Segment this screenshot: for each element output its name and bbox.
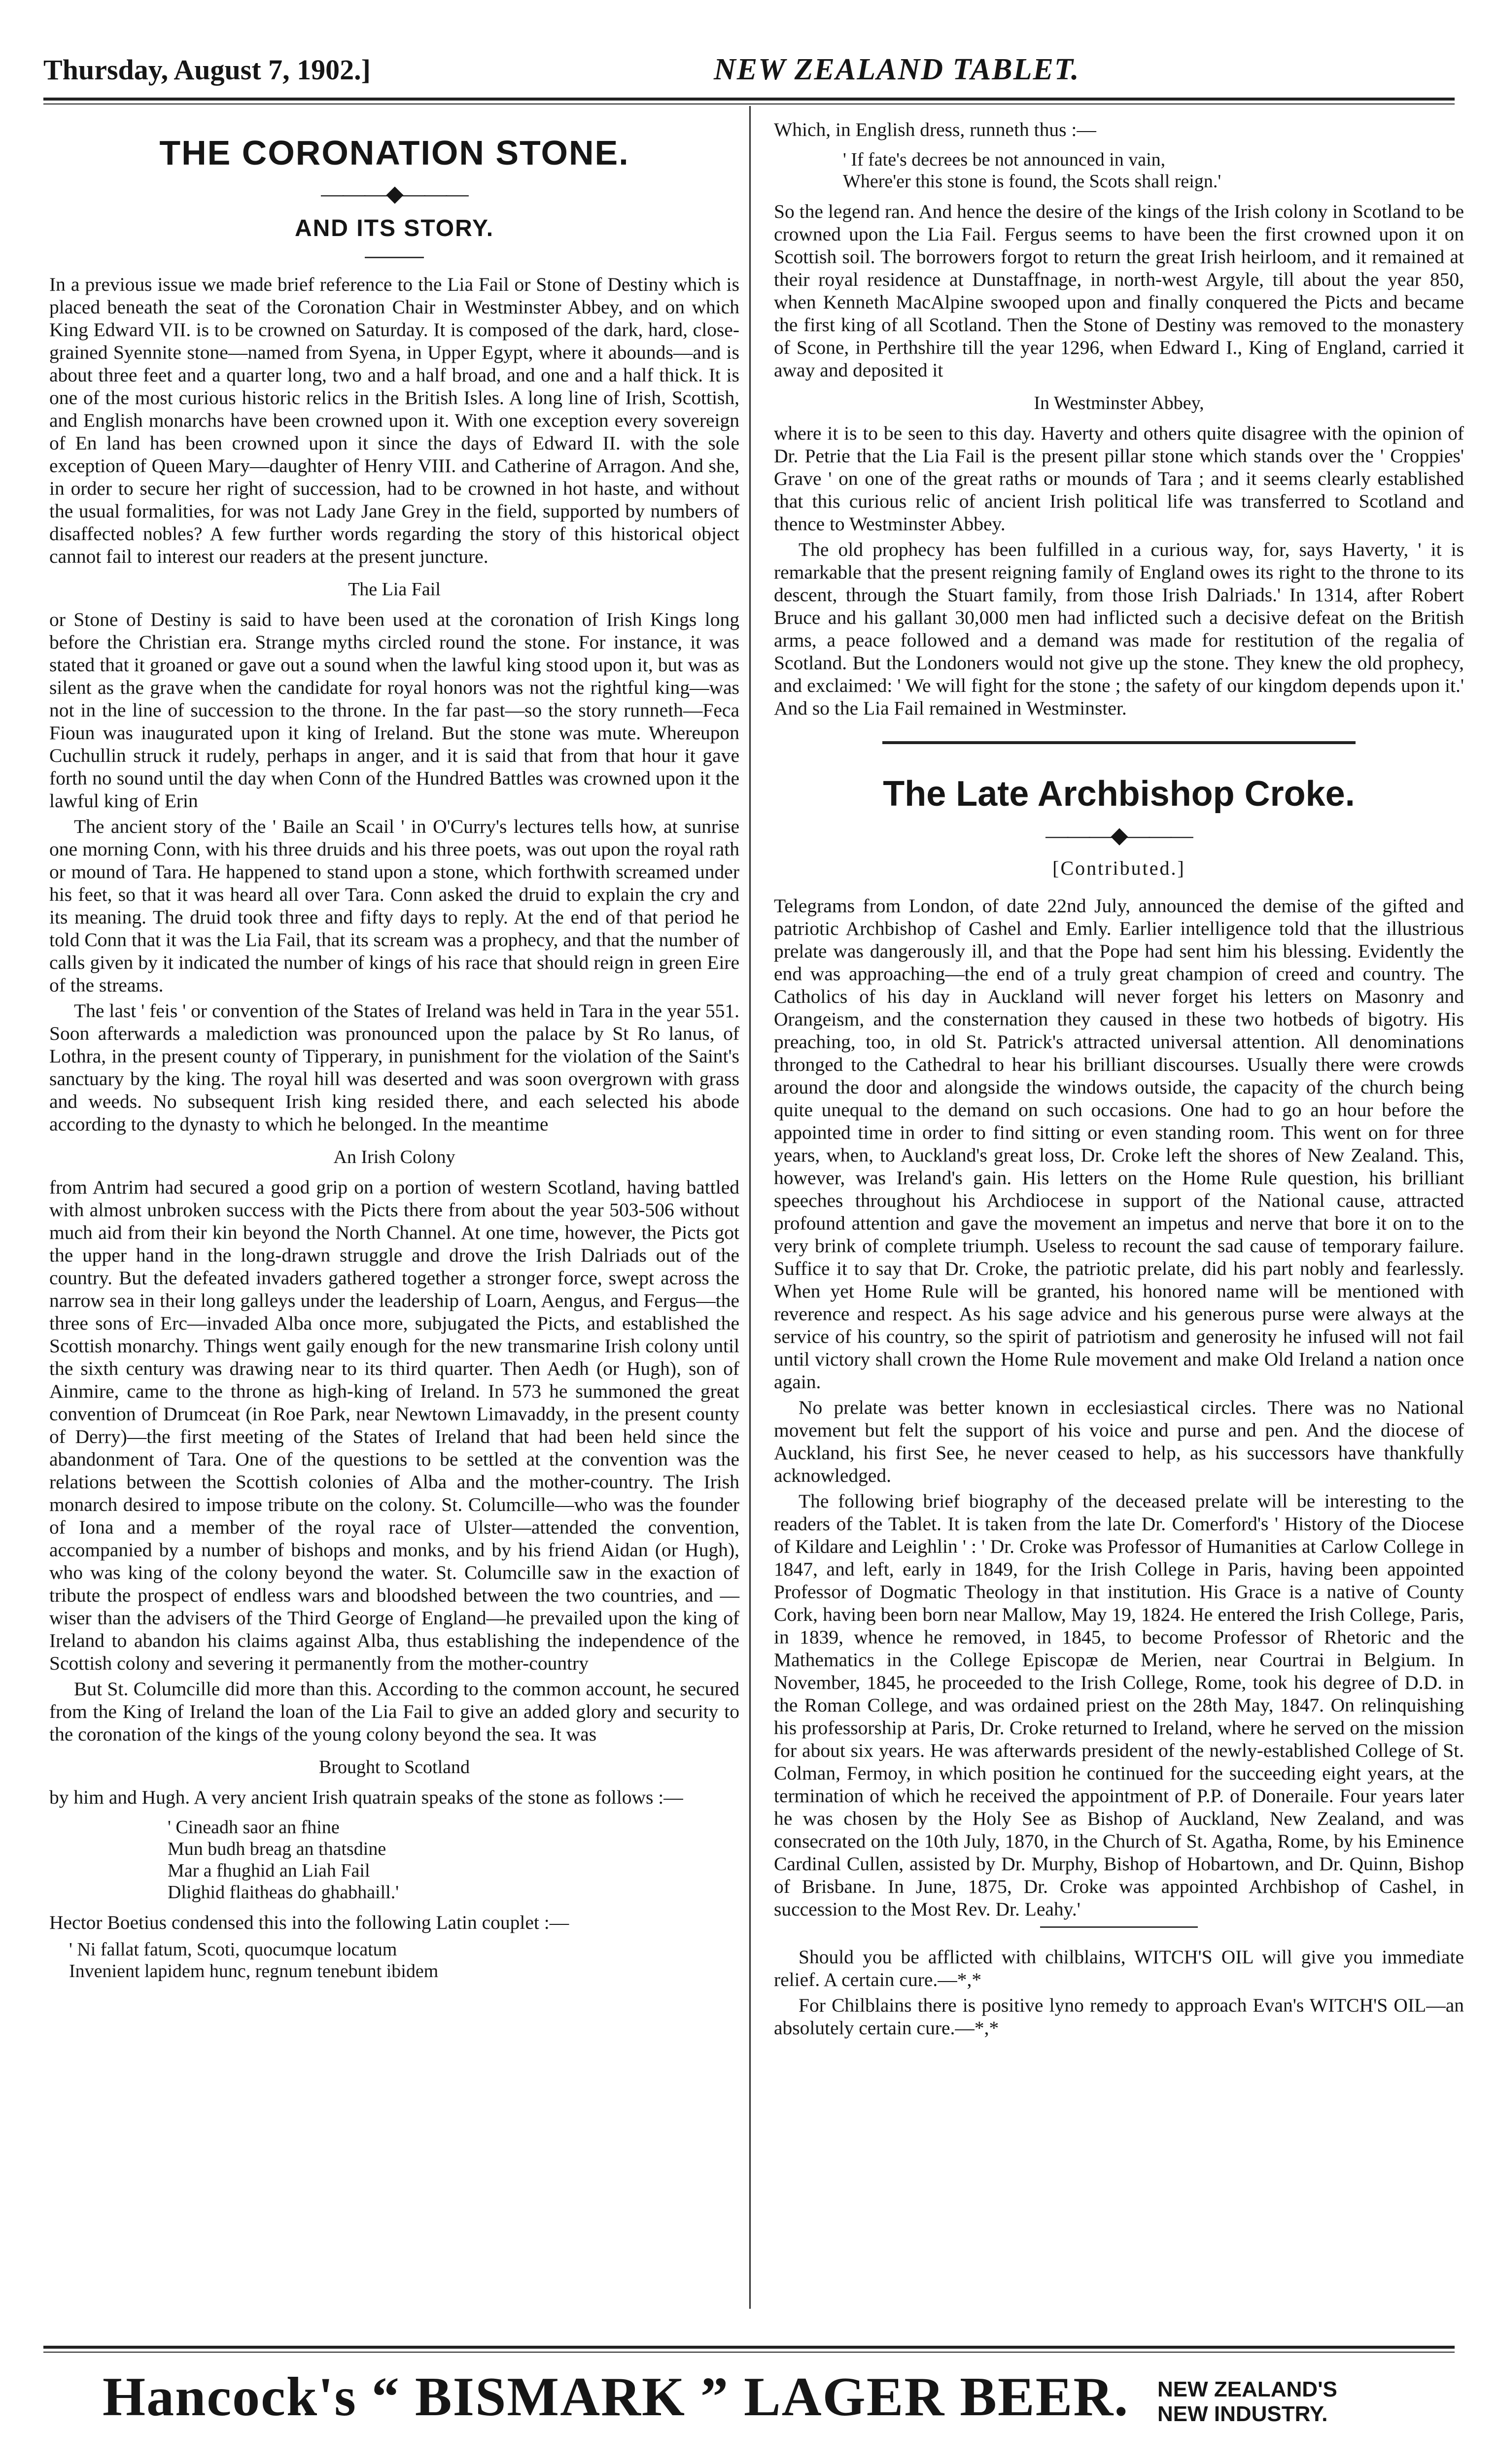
article-separator	[882, 741, 1356, 744]
title-ornament: ———◆———	[1045, 822, 1192, 848]
verse-line: Mar a fhughid an Liah Fail	[168, 1860, 370, 1881]
article-title-croke: The Late Archbishop Croke.	[883, 774, 1355, 814]
advert-headline: Hancock's “ BISMARK ” LAGER BEER.	[103, 2366, 1129, 2428]
article-title-coronation: THE CORONATION STONE.	[159, 134, 629, 172]
header-rule	[43, 98, 1455, 101]
left-column	[49, 118, 739, 1987]
verse-line: Invenient lapidem hunc, regnum tenebunt ibidem	[69, 1961, 439, 1982]
paragraph: The old prophecy has been fulfilled in a curious way, for, says Haverty, ' it is remarkable that the present reigning family of England owes its right to the throne to its descent, through the Stuart family, from those Irish Dalriads.' In 1314, after Robert Bruce and his gallant 30,000 men had inflicted such a decisive defeat on the British arms, a peace followed and a demand was made for restitution of the regalia of Scotland. But the Londoners would not give up the stone. They knew the old prophecy, and exclaimed: ' We will fight for the stone ; the safety of our kingdom depends upon it.' And so the Lia Fail remained in Westminster.	[774, 539, 1464, 719]
verse-line: ' Cineadh saor an fhine	[168, 1817, 340, 1838]
paragraph: Which, in English dress, runneth thus :—	[774, 119, 1096, 140]
paragraph: So the legend ran. And hence the desire of the kings of the Irish colony in Scotland to be crowned upon the Lia Fail. Fergus seems to have been the first crowned upon it on Scottish soil. The borrowers forgot to return the great Irish heirloom, and it remained at their royal residence at Dunstaffnage, in north-west Argyle, till about the year 850, when Kenneth MacAlpine swooped upon and finally conquered the Picts and became the first king of all Scotland. Then the Stone of Destiny was removed to the monastery of Scone, in Perthshire till the year 1296, when Edward I., King of England, carried it away and deposited it	[774, 201, 1464, 381]
paragraph: The following brief biography of the deceased prelate will be interesting to the readers of the Tablet. It is taken from the late Dr. Comerford's ' History of the Diocese of Kildare and Leighlin ' : ' Dr. Croke was Professor of Humanities at Carlow College in 1847, and left, early in 1849, for the Irish College in Paris, having been appointed Professor of Dogmatic Theology in that institution. His Grace is a native of County Cork, having been born near Mallow, May 19, 1824. He entered the Irish College, Paris, in 1839, whence he removed, in 1845, to become Professor of Rhetoric and the Mathematics in the College Episcopæ de Merien, near Courtrai in Belgium. In November, 1845, he proceeded to the Irish College, Rome, took his degree of D.D. in the Roman College, and was ordained priest on the 28th May, 1847. On relinquishing his professorship at Paris, Dr. Croke returned to Ireland, where he served on the mission for about six years. He was afterwards president of the newly-established College of St. Colman, Fermoy, in which position he continued for the succeeding eight years, at the termination of which he received the appointment of P.P. of Doneraile. Four years later he was chosen by the Holy See as Bishop of Auckland, New Zealand, and was consecrated on the 10th July, 1870, in the Church of St. Agatha, Rome, by his Eminence Cardinal Cullen, assisted by Dr. Murphy, Bishop of Hobartown, and Dr. Quinn, Bishop of Brisbane. In June, 1875, Dr. Croke was appointed Archbishop of Cashel, in succession to the Most Rev. Dr. Leahy.'	[774, 1490, 1464, 1920]
verse-line: Dlighid flaitheas do ghabhaill.'	[168, 1882, 399, 1903]
issue-date: Thursday, August 7, 1902.]	[43, 54, 371, 86]
masthead: NEW ZEALAND TABLET.	[714, 53, 1080, 86]
paragraph: Telegrams from London, of date 22nd July, announced the demise of the gifted and patriotic Archbishop of Cashel and Emly. Earlier intelligence told that the illustrious prelate was dangerously ill, and that the Pope had sent him his blessing. Evidently the end was approaching—the end of a truly great champion of creed and country. The Catholics of his day in Auckland will never forget his letters on Masonry and Orangeism, and the consternation they caused in these two hotbeds of bigotry. His preaching, too, in old St. Patrick's attracted universal attention. All denominations thronged to the Cathedral to hear his brilliant discourses. Usually there were crowds around the door and alongside the windows outside, the capacity of the church being quite unequal to the demand on such occasions. One had to go an hour before the appointed time in order to find sitting or even standing room. This went on for three years, when, to Auckland's great loss, Dr. Croke left the shores of New Zealand. This, however, was Ireland's gain. His letters on the Home Rule question, his brilliant speeches throughout his Archdiocese in support of the National cause, attracted profound attention and gave the movement an impetus and nerve that bore it on to the very brink of complete triumph. Useless to recount the sad cause of temporary failure. Suffice it to say that Dr. Croke, the patriotic prelate, did his part nobly and fearlessly. When yet Home Rule will be granted, his honored name will be mentioned with reverence and respect. As his sage advice and his generous purse were always at the service of his country, so the spirit of patriotism and generosity he infused will not fail until victory shall crown the Home Rule movement and make Old Ireland a nation once again.	[774, 895, 1464, 1393]
subhead-brought-to-scotland: Brought to Scotland	[318, 1757, 470, 1778]
page-header	[43, 34, 1455, 103]
paragraph: Hector Boetius condensed this into the following Latin couplet :—	[49, 1912, 569, 1933]
subhead-lia-fail: The Lia Fail	[348, 579, 441, 600]
verse-line: ' If fate's decrees be not announced in vain,	[843, 149, 1166, 170]
paragraph: where it is to be seen to this day. Haverty and others quite disagree with the opinion of Dr. Petrie that the Lia Fail is the present pillar stone which stands over the ' Croppies' Grave ' on one of the great raths or mounds of Tara ; and it seems clearly established that this curious relic of ancient Irish political life was transferred to Scotland and thence to Westminster Abbey.	[774, 422, 1464, 535]
paragraph-intro: In a previous issue we made brief reference to the Lia Fail or Stone of Destiny which is placed beneath the seat of the Coronation Chair in Westminster Abbey, and on which King Edward VII. is to be crowned on Saturday. It is composed of the dark, hard, close-grained Syennite stone—named from Syena, in Upper Egypt, where it abounds—and is about three feet and a quarter long, two and a half broad, and one and a half thick. It is one of the most curious historic relics in the British Isles. A long line of Irish, Scottish, and English monarchs have been crowned upon it. With one exception every sovereign of En land has been crowned upon it since the days of Edward II. with the sole exception of Queen Mary—daughter of Henry VIII. and Catherine of Arragon. And she, in order to secure her right of succession, had to be crowned in hot haste, and without the usual formalities, for was not Lady Jane Grey in the field, supported by numbers of disaffected nobles? A few further words regarding the story of this historical object cannot fail to interest our readers at the present juncture.	[49, 274, 739, 567]
advert-side-line: NEW INDUSTRY.	[1157, 2402, 1328, 2426]
advert-rule-thin	[43, 2352, 1455, 2353]
paragraph: by him and Hugh. A very ancient Irish quatrain speaks of the stone as follows :—	[49, 1786, 683, 1808]
paragraph: The ancient story of the ' Baile an Scail ' in O'Curry's lectures tells how, at sunrise one morning Conn, with his three druids and his three poets, was out upon the royal rath or mound of Tara. He happened to stand upon a stone, which forthwith screamed under his feet, so that it was heard all over Tara. Conn asked the druid to explain the cry and its meaning. The druid took three and fifty days to reply. At the end of that period he told Conn that it was the Lia Fail, that its scream was a prophecy, and that the number of calls given by it indicated the number of kings of his race that should reign in green Eire of the streams.	[49, 816, 739, 996]
title-ornament: ———◆———	[321, 181, 468, 206]
notice-witchs-oil: For Chilblains there is positive lyno remedy to approach Evan's WITCH'S OIL—an absolutely certain cure.—*,*	[774, 1994, 1464, 2039]
article-subtitle: AND ITS STORY.	[294, 215, 494, 241]
column-divider	[749, 106, 751, 2309]
contributed-label: [Contributed.]	[1052, 857, 1185, 879]
subhead-irish-colony: An Irish Colony	[333, 1147, 455, 1167]
advertisement-banner	[43, 2346, 1455, 2434]
latin-couplet	[69, 1939, 739, 1982]
paragraph: The last ' feis ' or convention of the States of Ireland was held in Tara in the year 551. Soon afterwards a malediction was pronounced upon the palace by St Ro lanus, of Lothra, in the present county of Tipperary, in punishment for the violation of the Saint's sanctuary by the king. The royal hill was deserted and was soon overgrown with grass and weeds. No subsequent Irish king resided there, and each selected his abode according to the dynasty to which he belonged. In the meantime	[49, 1000, 739, 1135]
english-verse	[843, 149, 1464, 192]
verse-line: Where'er this stone is found, the Scots shall reign.'	[843, 171, 1221, 192]
verse-line: ' Ni fallat fatum, Scoti, quocumque locatum	[69, 1939, 397, 1960]
short-rule	[365, 257, 424, 258]
advert-side-text	[1157, 2377, 1337, 2427]
paragraph: from Antrim had secured a good grip on a portion of western Scotland, having battled with almost unbroken success with the Picts there from about the year 503-506 without much aid from their kin beyond the North Channel. At one time, however, the Picts got the upper hand in the long-drawn struggle and drove the Irish Dalriads out of the country. But the defeated invaders gathered together a stronger force, swept across the narrow sea in their long galleys under the leadership of Loarn, Aengus, and Fergus—the three sons of Erc—invaded Alba once more, subjugated the Picts, and established the Scottish monarchy. Things went gaily enough for the new transmarine Irish colony until the sixth century was drawing near to its third quarter. Then Aedh (or Hugh), son of Ainmire, came to the throne as high-king of Ireland. In 573 he summoned the great convention of Drumceat (in Roe Park, near Newtown Limavaddy, in the present county of Derry)—the first meeting of the States of Ireland that had been held since the abandonment of Tara. One of the questions to be settled at the convention was the relations between the Scottish colonies of Alba and the mother-country. The Irish monarch desired to impose tribute on the colony. St. Columcille—who was the founder of Iona and a member of the royal race of Ulster—attended the convention, accompanied by a number of bishops and monks, and by his friend Aidan (or Hugh), who was king of the colony beyond the water. St. Columcille saw in the exaction of tribute the prospect of endless wars and bloodshed between the two countries, and —wiser than the advisers of the Third George of England—he prevailed upon the king of Ireland to abandon his claims against Alba, thus establishing the independence of the Scottish colony and severing it permanently from the mother-country	[49, 1176, 739, 1674]
paragraph: But St. Columcille did more than this. According to the common account, he secured from the King of Ireland the loan of the Lia Fail to give an added glory and security to the coronation of the kings of the young colony beyond the sea. It was	[49, 1678, 739, 1745]
irish-quatrain	[168, 1816, 739, 1903]
header-rule-thin	[43, 103, 1455, 104]
right-column	[774, 118, 1464, 2042]
advert-rule	[43, 2346, 1455, 2349]
verse-line: Mun budh breag an thatsdine	[168, 1839, 386, 1859]
paragraph: No prelate was better known in ecclesiastical circles. There was no National movement but felt the support of his voice and purse and pen. And the diocese of Auckland, his first See, he never ceased to help, as his successors have thankfully acknowledged.	[774, 1397, 1464, 1486]
subhead-westminster: In Westminster Abbey,	[1034, 393, 1204, 413]
notice-chilblains: Should you be afflicted with chilblains, WITCH'S OIL will give you immediate relief. A certain cure.—*,*	[774, 1946, 1464, 1990]
advert-side-line: NEW ZEALAND'S	[1157, 2377, 1337, 2401]
end-rule	[1040, 1926, 1198, 1928]
paragraph: or Stone of Destiny is said to have been used at the coronation of Irish Kings long before the Christian era. Strange myths circled round the stone. For instance, it was stated that it groaned or gave out a sound when the lawful king stood upon it, but was as silent as the grave when the candidate for royal honors was not the rightful king—was not in the line of succession to the throne. In the far past—so the story runneth—Feca Fioun was inaugurated upon it king of Ireland. But the stone was mute. Whereupon Cuchullin struck it rudely, perhaps in anger, and it is said that from that hour it gave forth no sound until the day when Conn of the Hundred Battles was crowned upon it the lawful king of Erin	[49, 609, 739, 812]
